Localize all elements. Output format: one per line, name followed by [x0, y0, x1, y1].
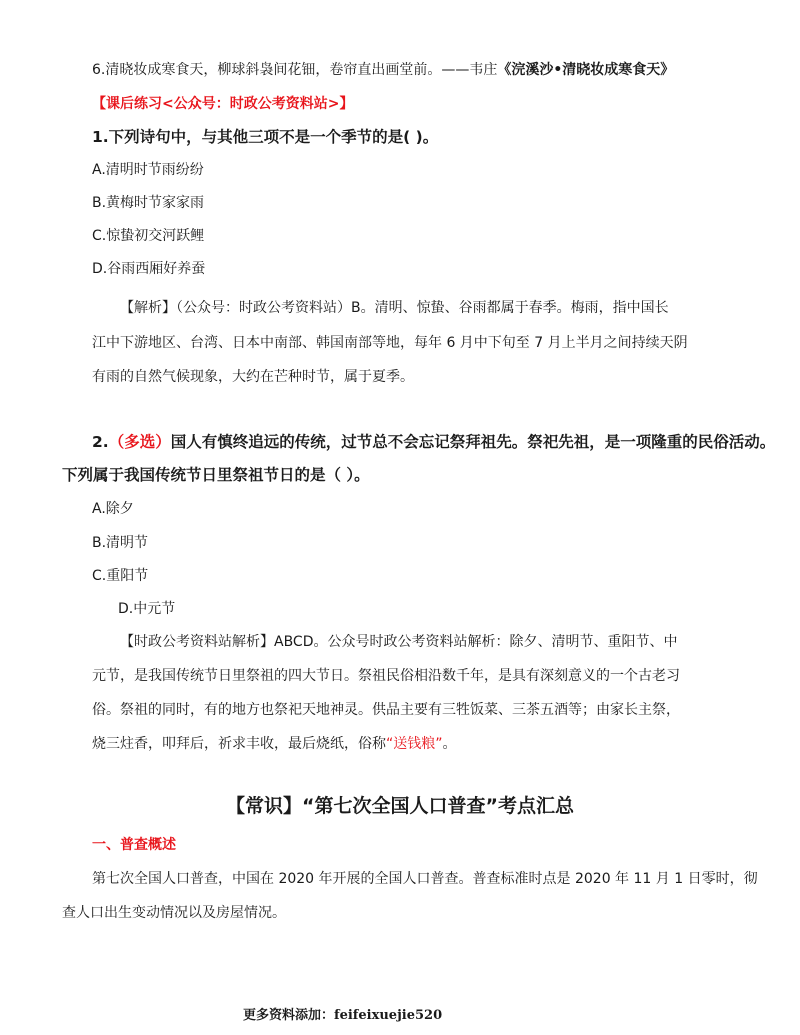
section-title: 【常识】“第七次全国人口普查”考点汇总 — [226, 795, 574, 817]
q1-question: 1.下列诗句中，与其他三项不是一个季节的是( )。 — [92, 128, 439, 146]
q2-analysis-line-4 — [92, 734, 457, 754]
q2-option-a: A.除夕 — [92, 501, 134, 517]
q2-analysis-line-2: 元节，是我国传统节日里祭祖的四大节日。祭祖民俗相沿数千年，是具有深刻意义的一个古老习 — [92, 668, 680, 684]
q2-multi-select-tag: （多选） — [108, 433, 171, 451]
poem-source: 《浣溪沙•清晓妆成寒食天》 — [497, 62, 675, 78]
q2-analysis-line-1: 【时政公考资料站解析】ABCD。公众号时政公考资料站解析：除夕、清明节、重阳节、中 — [120, 634, 678, 650]
section-body-line-2: 查人口出生变动情况以及房屋情况。 — [62, 905, 286, 921]
poem-text: 6.清晓妆成寒食天，柳球斜袅间花钿，卷帘直出画堂前。——韦庄 — [92, 62, 498, 78]
q2-option-b: B.清明节 — [92, 535, 149, 551]
q2-analysis-end: 。 — [442, 736, 457, 752]
section-subheading: 一、普查概述 — [92, 837, 176, 853]
q1-option-b: B.黄梅时节家家雨 — [92, 195, 205, 211]
exercise-header: 【课后练习<公众号：时政公考资料站>】 — [92, 96, 354, 112]
q2-number: 2. — [92, 433, 109, 451]
poem-line — [92, 60, 674, 80]
section-body-line-1: 第七次全国人口普查，中国在 2020 年开展的全国人口普查。普查标准时点是 2020 年 11 月 1 日零时，彻 — [92, 871, 758, 887]
q1-analysis-line-2: 江中下游地区、台湾、日本中南部、韩国南部等地，每年 6 月中下旬至 7 月上半月之间持续天阴 — [92, 335, 688, 351]
q2-question-text: 国人有慎终追远的传统，过节总不会忘记祭拜祖先。祭祀先祖，是一项隆重的民俗活动。 — [170, 433, 776, 451]
footer-note: 更多资料添加：feifeixuejie520 — [243, 1008, 443, 1023]
q1-option-c: C.惊蛰初交河跃鲤 — [92, 228, 205, 244]
q1-analysis-line-1: 【解析】（公众号：时政公考资料站）B。清明、惊蛰、谷雨都属于春季。梅雨，指中国长 — [120, 300, 669, 316]
q2-analysis-line-3: 俗。祭祖的同时，有的地方也祭祀天地神灵。供品主要有三牲饭菜、三茶五酒等；由家长主祭， — [92, 702, 680, 718]
q2-analysis-last-text: 烧三炷香，叩拜后，祈求丰收，最后烧纸，俗称 — [92, 736, 386, 752]
q2-analysis-highlight: “送钱粮” — [386, 736, 443, 752]
q1-option-d: D.谷雨西厢好养蚕 — [92, 261, 206, 277]
q2-question-line-1 — [92, 432, 775, 452]
q1-option-a: A.清明时节雨纷纷 — [92, 162, 204, 178]
q1-analysis-line-3: 有雨的自然气候现象，大约在芒种时节，属于夏季。 — [92, 369, 414, 385]
q2-option-c: C.重阳节 — [92, 568, 149, 584]
q2-option-d: D.中元节 — [118, 601, 176, 617]
q2-question-line-2: 下列属于我国传统节日里祭祖节日的是（ ）。 — [62, 466, 370, 484]
